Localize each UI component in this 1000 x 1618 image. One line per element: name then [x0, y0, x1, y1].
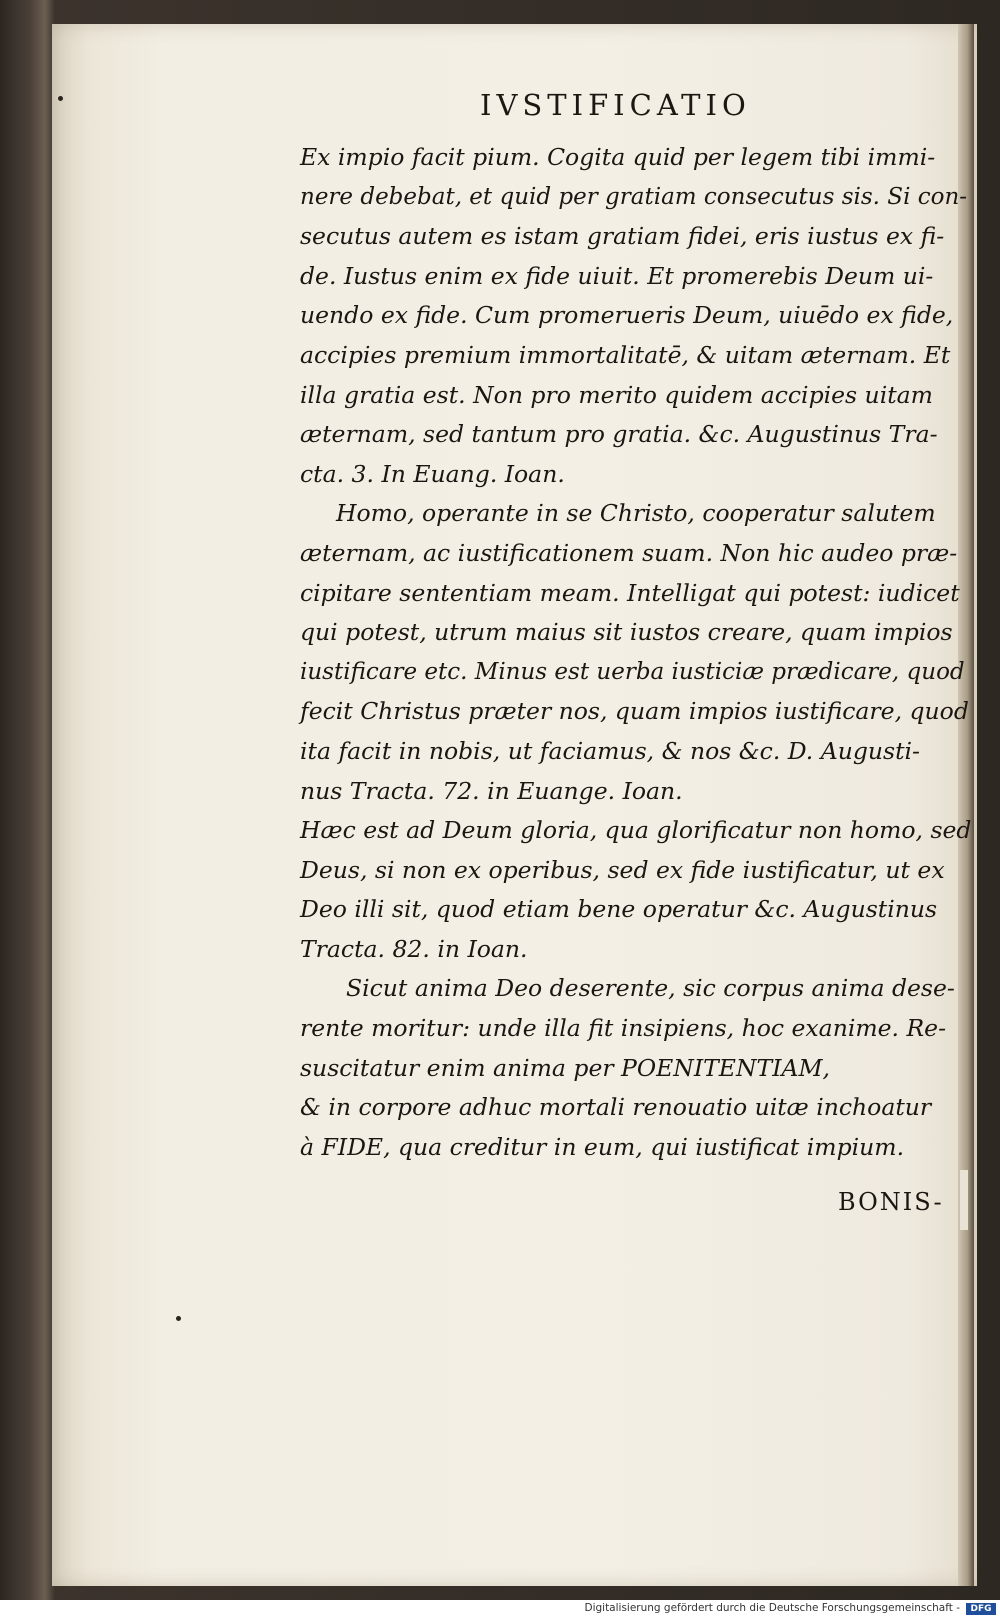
- text-line: cipitare sententiam meam. Intelligat qui potest: iudicet: [300, 578, 960, 607]
- text-line: de. Iustus enim ex fide uiuit. Et promerebis Deum ui-: [300, 261, 934, 290]
- text-line: æternam, ac iustificationem suam. Non hic audeo præ-: [300, 538, 958, 567]
- text-line: qui potest, utrum maius sit iustos creare, quam impios: [300, 618, 953, 647]
- text-line: Homo, operante in se Christo, cooperatur salutem: [336, 499, 936, 528]
- text-line: Tracta. 82. in Ioan.: [300, 934, 528, 963]
- funding-credit: Digitalisierung gefördert durch die Deutsche Forschungsgemeinschaft -: [584, 1602, 960, 1614]
- text-line: secutus autem es istam gratiam fidei, eris iustus ex fi-: [300, 222, 945, 251]
- text-line: æternam, sed tantum pro gratia. &c. Augustinus Tra-: [300, 420, 938, 449]
- text-line: illa gratia est. Non pro merito quidem accipies uitam: [300, 380, 933, 409]
- text-line: suscitatur enim anima per POENITENTIAM,: [300, 1053, 830, 1082]
- text-line: fecit Christus præter nos, quam impios iustificare, quod: [300, 697, 969, 726]
- text-line: nere debebat, et quid per gratiam consecutus sis. Si con-: [300, 183, 968, 210]
- text-line: Ex impio facit pium. Cogita quid per legem tibi immi-: [300, 143, 936, 171]
- text-line: iustificare etc. Minus est uerba iusticiæ prædicare, quod: [300, 658, 965, 685]
- text-line: nus Tracta. 72. in Euange. Ioan.: [300, 776, 683, 805]
- text-line: Deus, si non ex operibus, sed ex fide iustificatur, ut ex: [300, 855, 945, 884]
- text-line: cta. 3. In Euang. Ioan.: [300, 459, 565, 488]
- margin-dot: [58, 96, 63, 101]
- catchword: BONIS-: [838, 1188, 944, 1216]
- page-tab-strip: [960, 1170, 968, 1230]
- text-line: Hæc est ad Deum gloria, qua glorificatur non homo, sed: [300, 816, 972, 845]
- text-line: rente moritur: unde illa fit insipiens, hoc exanime. Re-: [300, 1014, 947, 1043]
- margin-dot: [176, 1316, 181, 1321]
- running-head: IVSTIFICATIO: [480, 88, 751, 122]
- text-line: Sicut anima Deo deserente, sic corpus anima dese-: [346, 974, 955, 1003]
- text-line: accipies premium immortalitatē, & uitam æternam. Et: [300, 340, 951, 369]
- dfg-logo[interactable]: DFG: [966, 1603, 996, 1615]
- text-line: & in corpore adhuc mortali renouatio uitæ inchoatur: [300, 1093, 932, 1122]
- text-line: Deo illi sit, quod etiam bene operatur &c. Augustinus: [300, 895, 938, 924]
- text-line: ita facit in nobis, ut faciamus, & nos &c. D. Augusti-: [300, 736, 920, 765]
- text-line: uendo ex fide. Cum promerueris Deum, uiuēdo ex fide,: [300, 301, 954, 330]
- body-text: [300, 138, 972, 1167]
- text-line: à FIDE, qua creditur in eum, qui iustificat impium.: [300, 1132, 905, 1161]
